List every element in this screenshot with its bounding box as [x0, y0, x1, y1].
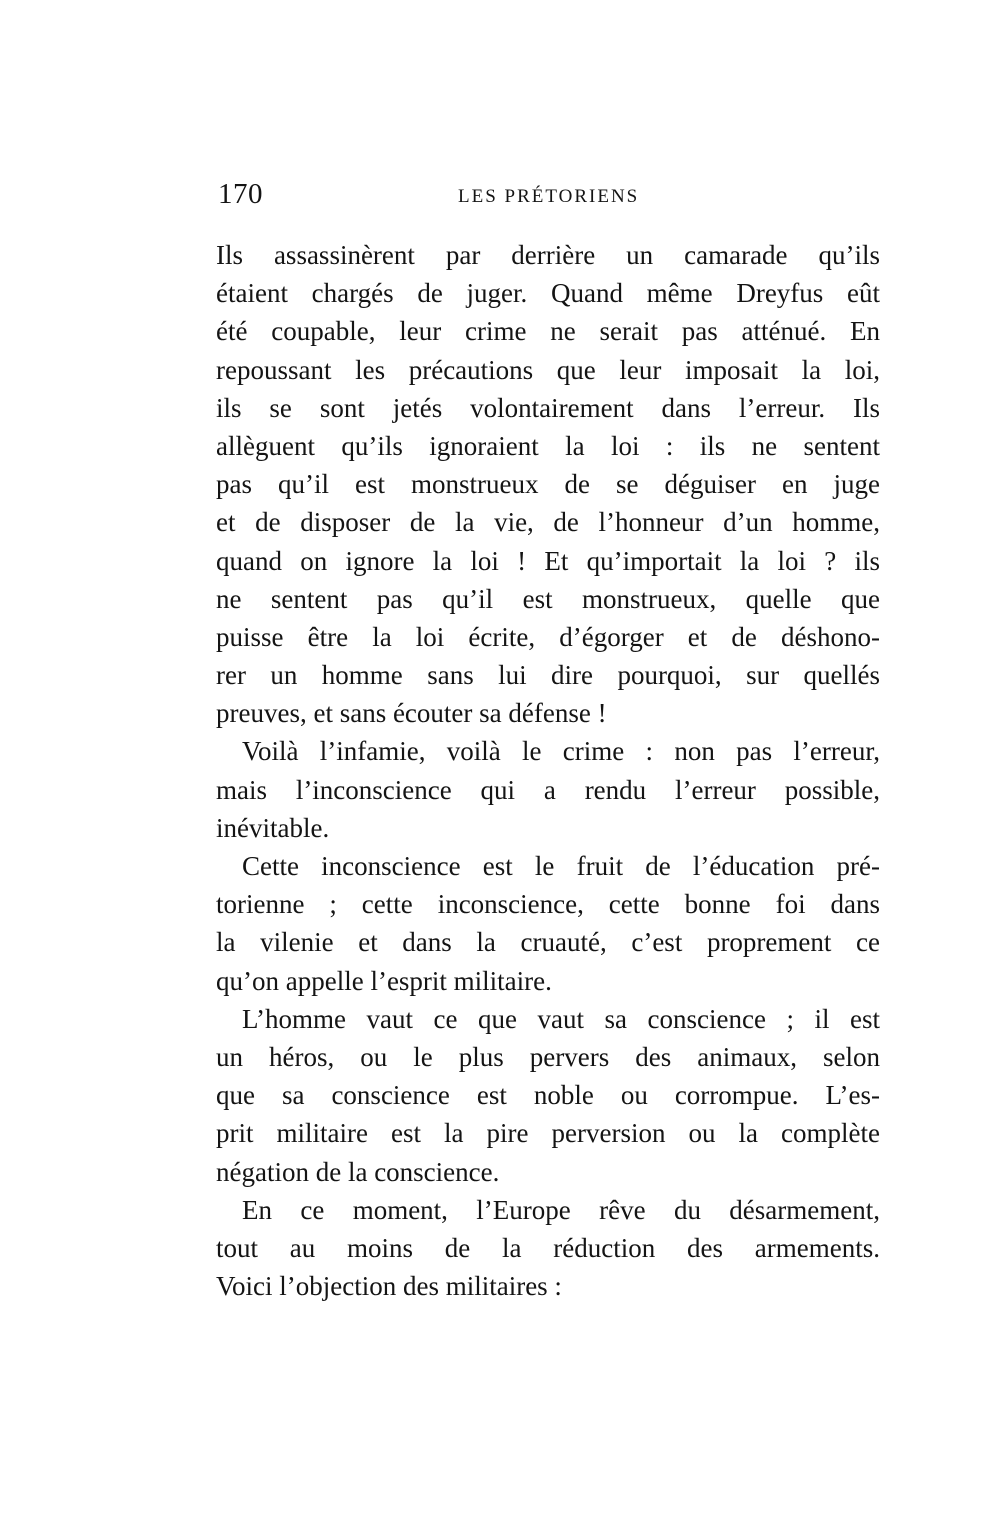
text-line: tout au moins de la réduction des armements. — [216, 1232, 880, 1263]
text-line: pas qu’il est monstrueux de se déguiser en juge — [216, 469, 880, 500]
text-line: et de disposer de la vie, de l’honneur d’un homme, — [216, 507, 880, 538]
text-line: En ce moment, l’Europe rêve du désarmement, — [242, 1194, 880, 1225]
text-line: Ils assassinèrent par derrière un camarade qu’ils — [216, 240, 880, 270]
text-line: ne sentent pas qu’il est monstrueux, quelle que — [216, 583, 880, 614]
text-line: quand on ignore la loi ! Et qu’importait la loi ? ils — [216, 545, 880, 576]
text-line: négation de la conscience. — [216, 1156, 500, 1187]
text-line: Voici l’objection des militaires : — [216, 1271, 562, 1302]
text-line: Cette inconscience est le fruit de l’éducation pré- — [242, 851, 880, 881]
text-line: preuves, et sans écouter sa défense ! — [216, 698, 607, 729]
text-line: qu’on appelle l’esprit militaire. — [216, 965, 552, 996]
text-line: mais l’inconscience qui a rendu l’erreur possible, — [216, 774, 880, 805]
text-line: torienne ; cette inconscience, cette bonne foi dans — [216, 889, 880, 920]
text-line: repoussant les précautions que leur imposait la loi, — [216, 354, 880, 385]
text-line: puisse être la loi écrite, d’égorger et de déshono- — [216, 621, 880, 652]
text-line: ils se sont jetés volontairement dans l’erreur. Ils — [216, 392, 880, 423]
text-line: étaient chargés de juger. Quand même Dreyfus eût — [216, 278, 880, 309]
text-line: inévitable. — [216, 812, 330, 843]
text-line: rer un homme sans lui dire pourquoi, sur quellés — [216, 660, 880, 691]
text-line: la vilenie et dans la cruauté, c’est proprement ce — [216, 927, 880, 958]
body-text — [216, 236, 880, 1305]
text-line: prit militaire est la pire perversion ou la complète — [216, 1118, 880, 1149]
text-line: allèguent qu’ils ignoraient la loi : ils ne sentent — [216, 430, 880, 461]
running-title: LES PRÉTORIENS — [458, 186, 640, 207]
page-number: 170 — [218, 178, 263, 210]
text-line: L’homme vaut ce que vaut sa conscience ; il est — [242, 1003, 880, 1034]
text-line: un héros, ou le plus pervers des animaux, selon — [216, 1041, 880, 1072]
text-line: été coupable, leur crime ne serait pas atténué. En — [216, 316, 880, 347]
page-header — [218, 178, 878, 218]
text-line: que sa conscience est noble ou corrompue. L’es- — [216, 1080, 880, 1111]
text-line: Voilà l’infamie, voilà le crime : non pas l’erreur, — [242, 736, 880, 767]
